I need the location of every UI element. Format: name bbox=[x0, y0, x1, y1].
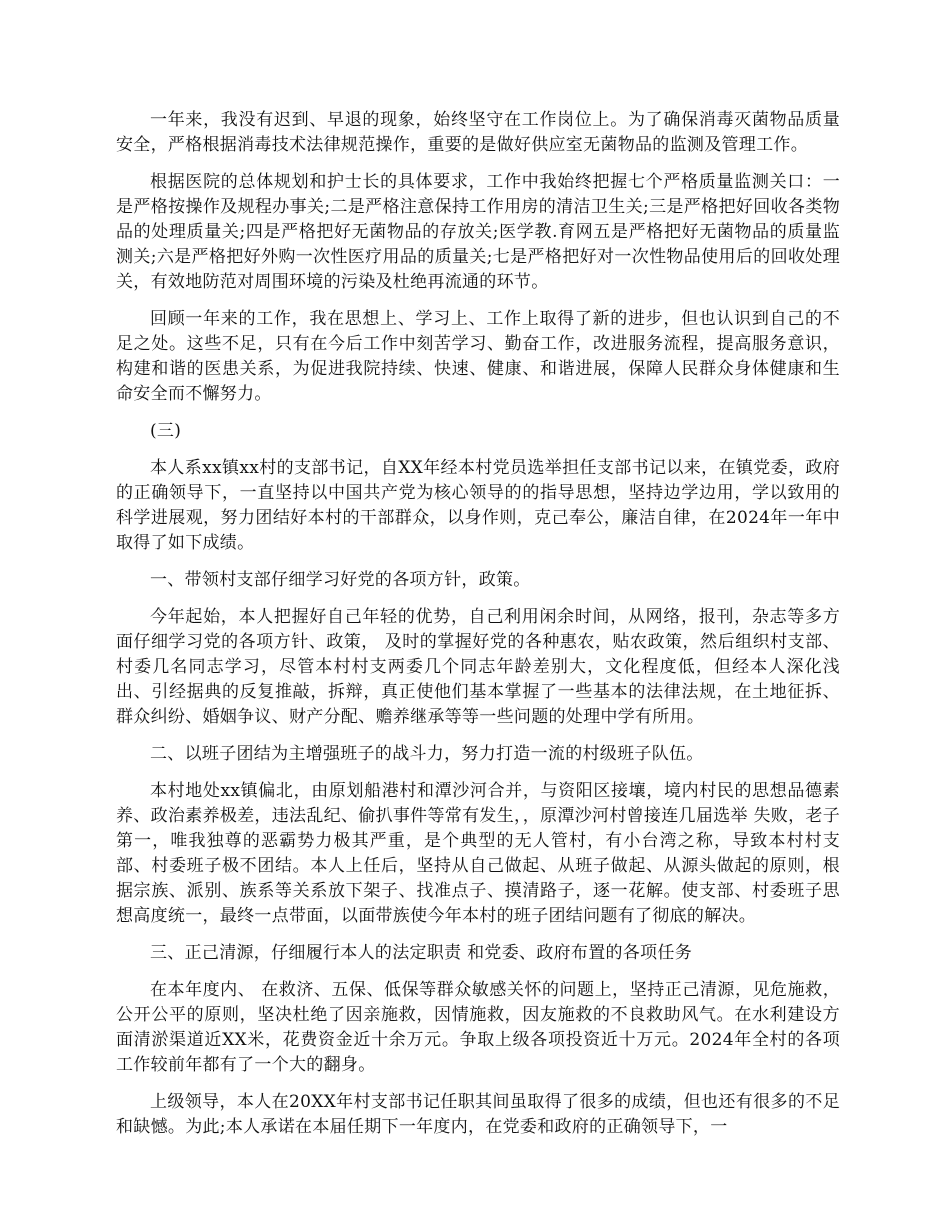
document-page bbox=[116, 108, 840, 1152]
section-heading-2: 二、以班子团结为主增强班子的战斗力，努力打造一流的村级班子队伍。 bbox=[150, 744, 704, 764]
paragraph-8: 上级领导，本人在20XX年村支部书记任职其间虽取得了很多的成绩，但也还有很多的不足和缺憾。为此;本人承诺在本届任期下一年度内，在党委和政府的正确领导下，一 bbox=[116, 1092, 840, 1137]
paragraph-5: 今年起始，本人把握好自己年轻的优势，自己利用闲余时间，从网络，报刊，杂志等多方面仔细学习党的各项方针、政策， 及时的掌握好党的各种惠农，贴农政策，然后组织村支部、村委几名同志学习，尽管本村村支两委几个同志年龄差别大，文化程度低，但经本人深化浅出、引经据典的反复推敲，拆辩，真正使他们基本掌握了一些基本的法律法规，在土地征拆、群众纠纷、婚姻争议、财产分配、赡养继承等等一些问题的处理中学有所用。 bbox=[116, 607, 840, 727]
paragraph-7: 在本年度内、 在救济、五保、低保等群众敏感关怀的问题上，坚持正己清源，见危施救，公开公平的原则，坚决杜绝了因亲施救，因情施救，因友施救的不良救助风气。在水利建设方面清淤渠道近XX米，花费资金近十余万元。争取上级各项投资近十万元。2024年全村的各项工作较前年都有了一个大的翻身。 bbox=[116, 980, 840, 1075]
section-heading-3: 三、正己清源，仔细履行本人的法定职责 和党委、政府布置的各项任务 bbox=[150, 943, 693, 963]
paragraph-6: 本村地处xx镇偏北，由原划船港村和潭沙河合并，与资阳区接壤，境内村民的思想品德素养、政治素养极差，违法乱纪、偷扒事件等常有发生，，原潭沙河村曾接连几届选举 失败，老子第一，唯我独尊的恶霸势力极其严重，是个典型的无人管村，有小台湾之称，导致本村村支部、村委班子极不团结。本人上任后，坚持从自己做起、从班子做起、从源头做起的原则，根据宗族、派别、族系等关系放下架子、找准点子、摸清路子，逐一花解。使支部、村委班子思想高度统一，最终一点带面，以面带族使今年本村的班子团结问题有了彻底的解决。 bbox=[116, 781, 840, 926]
paragraph-1: 一年来，我没有迟到、早退的现象，始终坚守在工作岗位上。为了确保消毒灭菌物品质量安全，严格根据消毒技术法律规范操作，重要的是做好供应室无菌物品的监测及管理工作。 bbox=[116, 110, 840, 155]
paragraph-2: 根据医院的总体规划和护士长的具体要求，工作中我始终把握七个严格质量监测关口：一是严格按操作及规程办事关;二是严格注意保持工作用房的清洁卫生关;三是严格把好回收各类物品的处理质量关;四是严格把好无菌物品的存放关;医学教.育网五是严格把好无菌物品的质量监测关;六是严格把好外购一次性医疗用品的质量关;七是严格把好对一次性物品使用后的回收处理关，有效地防范对周围环境的污染及杜绝再流通的环节。 bbox=[116, 172, 840, 292]
paragraph-4: 本人系xx镇xx村的支部书记，自XX年经本村党员选举担任支部书记以来，在镇党委，政府的正确领导下，一直坚持以中国共产党为核心领导的的指导思想，坚持边学边用，学以致用的科学进展观，努力团结好本村的干部群众，以身作则，克己奉公，廉洁自律，在2024年一年中取得了如下成绩。 bbox=[116, 458, 840, 553]
paragraph-3: 回顾一年来的工作，我在思想上、学习上、工作上取得了新的进步，但也认识到自己的不足之处。这些不足，只有在今后工作中刻苦学习、勤奋工作，改进服务流程，提高服务意识，构建和谐的医患关系，为促进我院持续、快速、健康、和谐进展，保障人民群众身体健康和生命安全而不懈努力。 bbox=[116, 309, 840, 404]
section-heading-1: 一、带领村支部仔细学习好党的各项方针，政策。 bbox=[150, 570, 531, 590]
section-marker: (三) bbox=[150, 421, 182, 441]
